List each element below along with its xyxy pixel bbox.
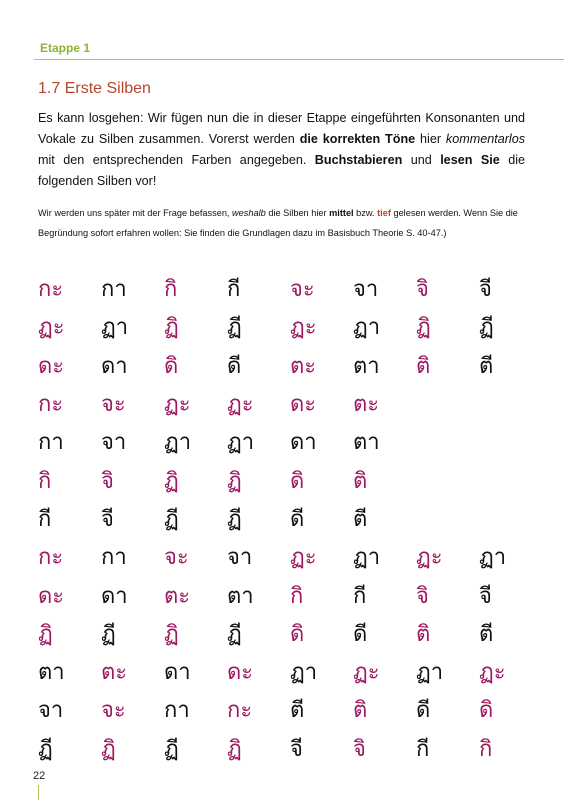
syllable-cell: ฏา <box>164 430 192 456</box>
syllable-cell: จิ <box>416 583 429 609</box>
syllable-cell: ฏา <box>353 545 381 571</box>
syllable-cell: ดะ <box>290 392 317 418</box>
syllable-cell: กา <box>164 698 190 724</box>
syllable-cell: ติ <box>416 353 431 379</box>
syllable-cell: ฏา <box>101 315 129 341</box>
syllable-cell: กะ <box>38 545 64 571</box>
page-number-rule <box>38 785 39 800</box>
intro-text-3: mit den entsprechenden Farben angegeben. <box>38 153 315 167</box>
syllable-cell: จา <box>353 277 379 303</box>
syllable-row <box>38 692 542 730</box>
note-text-4: gelesen werden. Wenn Sie die Begründung sofort erfahren wollen: Sie finden die Grundlagen dazu im Basisbuch Theorie S. 40-47.) <box>38 208 518 238</box>
header-divider <box>34 59 564 60</box>
syllable-cell: จา <box>227 545 253 571</box>
syllable-cell: ฏิ <box>101 736 116 762</box>
syllable-cell: กะ <box>38 392 64 418</box>
syllable-cell: ดี <box>227 353 242 379</box>
syllable-cell: ฏะ <box>38 315 65 341</box>
syllable-cell: ฏะ <box>353 660 380 686</box>
syllable-cell: จา <box>38 698 64 724</box>
syllable-cell: ดา <box>101 583 128 609</box>
syllable-cell: ฏิ <box>164 315 179 341</box>
syllable-cell: ดี <box>416 698 431 724</box>
syllable-row <box>38 501 542 539</box>
syllable-row <box>38 539 542 577</box>
syllable-cell: กา <box>101 545 127 571</box>
syllable-cell: ตา <box>38 660 65 686</box>
syllable-cell: ตี <box>290 698 305 724</box>
syllable-row <box>38 654 542 692</box>
syllable-cell: ตะ <box>353 392 380 418</box>
syllable-row <box>38 731 542 769</box>
syllable-cell: กี <box>38 506 52 532</box>
note-text-3: bzw. <box>353 208 378 218</box>
syllable-cell: ตา <box>353 353 380 379</box>
syllable-cell: ฏี <box>227 315 242 341</box>
syllable-row <box>38 616 542 654</box>
syllable-cell: ตะ <box>101 660 128 686</box>
syllable-cell: กะ <box>227 698 253 724</box>
syllable-cell: ตี <box>479 353 494 379</box>
syllable-cell: ติ <box>416 621 431 647</box>
note-bold-tief: tief <box>377 208 391 218</box>
intro-text-2: hier <box>415 132 446 146</box>
syllable-row <box>38 577 542 615</box>
syllable-cell: ดี <box>290 506 305 532</box>
syllable-cell: ฏา <box>227 430 255 456</box>
syllable-cell: ติ <box>353 468 368 494</box>
syllable-row <box>38 386 542 424</box>
syllable-cell: ฏา <box>479 545 507 571</box>
note-bold-mittel: mittel <box>329 208 354 218</box>
syllable-cell: จี <box>479 277 492 303</box>
chapter-header: Etappe 1 <box>40 41 91 55</box>
syllable-cell: ดี <box>353 621 368 647</box>
intro-text-4: und <box>402 153 441 167</box>
syllable-cell: ฏิ <box>227 736 242 762</box>
syllable-cell: จิ <box>101 468 114 494</box>
syllable-cell: ดิ <box>479 698 494 724</box>
syllable-row <box>38 309 542 347</box>
syllable-cell: ดิ <box>290 621 305 647</box>
syllable-cell: จี <box>101 506 114 532</box>
syllable-cell: กิ <box>164 277 178 303</box>
syllable-cell: ฏิ <box>227 468 242 494</box>
note-text-2: die Silben hier <box>265 208 330 218</box>
syllable-cell: ตา <box>227 583 254 609</box>
syllable-cell: ฏี <box>38 736 53 762</box>
intro-italic-1: kommentarlos <box>445 132 525 146</box>
syllable-cell: จิ <box>416 277 429 303</box>
syllable-cell: ฏิ <box>416 315 431 341</box>
syllable-cell: ฏี <box>164 506 179 532</box>
syllable-cell: จะ <box>290 277 315 303</box>
note-italic-1: weshalb <box>232 208 266 218</box>
syllable-cell: ตะ <box>164 583 191 609</box>
syllable-cell: จา <box>101 430 127 456</box>
syllable-cell: ดา <box>101 353 128 379</box>
syllable-cell: ฏิ <box>164 468 179 494</box>
syllable-cell: ฏะ <box>416 545 443 571</box>
syllable-cell: กิ <box>290 583 304 609</box>
syllable-cell: ฏี <box>227 506 242 532</box>
syllable-cell: ดิ <box>164 353 179 379</box>
syllable-cell: กี <box>353 583 367 609</box>
syllable-cell: ตะ <box>290 353 317 379</box>
syllable-row <box>38 462 542 500</box>
syllable-cell: ฏา <box>290 660 318 686</box>
syllable-cell: ดา <box>290 430 317 456</box>
syllable-cell: ฏิ <box>164 621 179 647</box>
intro-bold-1: die korrekten Töne <box>299 132 416 146</box>
intro-bold-2: Buchstabieren <box>314 153 403 167</box>
syllable-cell: ฏี <box>479 315 494 341</box>
syllable-cell: ฏะ <box>164 392 191 418</box>
syllable-cell: ฏี <box>164 736 179 762</box>
syllable-cell: ฏะ <box>479 660 506 686</box>
syllable-cell: ฏะ <box>227 392 254 418</box>
syllable-cell: ดะ <box>38 583 65 609</box>
syllable-cell: กี <box>416 736 430 762</box>
syllable-cell: ติ <box>353 698 368 724</box>
syllable-cell: กิ <box>38 468 52 494</box>
syllable-cell: ตี <box>353 506 368 532</box>
syllable-cell: ฏี <box>227 621 242 647</box>
syllable-cell: ฏา <box>416 660 444 686</box>
syllable-row <box>38 348 542 386</box>
syllable-cell: ดะ <box>227 660 254 686</box>
syllable-cell: จะ <box>164 545 189 571</box>
syllable-cell: ฏิ <box>38 621 53 647</box>
syllable-cell: กะ <box>38 277 64 303</box>
page-number: 22 <box>33 770 46 782</box>
syllable-cell: ตา <box>353 430 380 456</box>
syllable-cell: จี <box>290 736 303 762</box>
syllable-row <box>38 271 542 309</box>
note-text-1: Wir werden uns später mit der Frage befassen, <box>38 208 233 218</box>
syllable-cell: ดิ <box>290 468 305 494</box>
syllable-cell: ตี <box>479 621 494 647</box>
intro-paragraph <box>38 108 525 192</box>
syllable-cell: ดา <box>164 660 191 686</box>
syllable-cell: กา <box>101 277 127 303</box>
intro-text-5: die folgenden Silben vor! <box>38 153 526 188</box>
syllable-cell: ฏะ <box>290 315 317 341</box>
syllable-row <box>38 424 542 462</box>
syllable-cell: กี <box>227 277 241 303</box>
syllable-cell: กิ <box>479 736 493 762</box>
syllable-cell: จะ <box>101 392 126 418</box>
syllable-grid <box>38 271 542 769</box>
syllable-cell: จิ <box>353 736 366 762</box>
intro-text-1: Es kann losgehen: Wir fügen nun die in dieser Etappe eingeführten Konsonanten und Vokale zu Silben zusammen. Vorerst werden <box>38 111 525 146</box>
syllable-cell: จะ <box>101 698 126 724</box>
section-title: 1.7 Erste Silben <box>38 80 151 97</box>
syllable-cell: ฏะ <box>290 545 317 571</box>
syllable-cell: ดะ <box>38 353 65 379</box>
syllable-cell: ฏา <box>353 315 381 341</box>
syllable-cell: ฏี <box>101 621 116 647</box>
syllable-cell: กา <box>38 430 64 456</box>
syllable-cell: จี <box>479 583 492 609</box>
intro-bold-3: lesen Sie <box>440 153 500 167</box>
note-paragraph <box>38 203 530 243</box>
